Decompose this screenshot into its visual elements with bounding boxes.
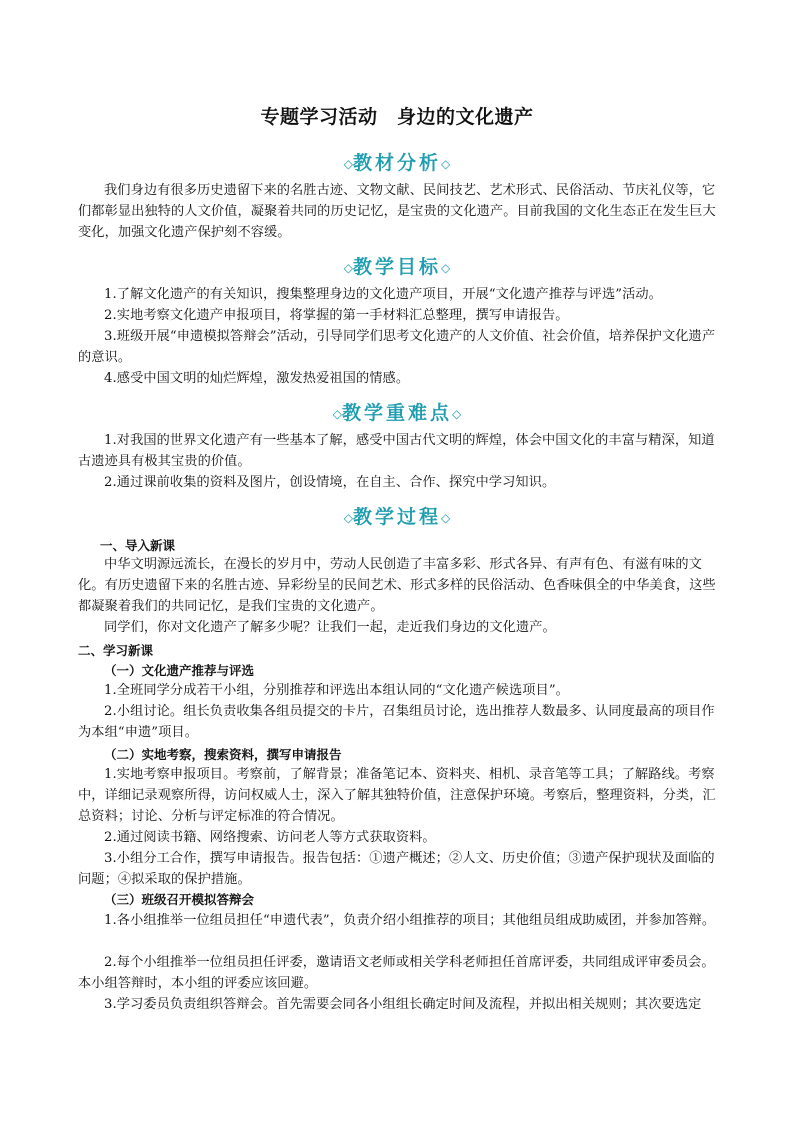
diamond-ornament-icon: ◇ bbox=[343, 157, 353, 171]
page-title: 专题学习活动 身边的文化遗产 bbox=[260, 106, 534, 128]
intro-paragraph-1: 中华文明源远流长，在漫长的岁月中，劳动人民创造了丰富多彩、形式各异、有声有色、有滋有味的文化。有历史遗留下来的名胜古迹、异彩纷呈的民间艺术、形式多样的民俗活动、色香味俱全的中华美食，这些都凝聚着我们的共同记忆，是我们宝贵的文化遗产。 bbox=[78, 557, 716, 615]
goal-item-4: 4.感受中国文明的灿烂辉煌，激发热爱祖国的情感。 bbox=[104, 371, 410, 386]
recommend-paragraph-2: 2.小组讨论。组长负责收集各组员提交的卡片，召集组员讨论，选出推荐人数最多、认同度最高的项目作为本组“申遗”项目。 bbox=[78, 704, 715, 741]
section-heading-analysis: ◇教材分析◇ bbox=[343, 152, 451, 174]
investigate-paragraph-1: 1.实地考察申报项目。考察前，了解背景；准备笔记本、资料夹、相机、录音笔等工具；了解路线。考察中，详细记录观察所得，访问权威人士，深入了解其独特价值，注意保护环境。考察后，整理资料，分类，汇总资料；讨论、分析与评定标准的符合情况。 bbox=[78, 767, 716, 825]
subheading-investigate: （二）实地考察，搜索资料，撰写申请报告 bbox=[104, 747, 342, 762]
diamond-ornament-icon: ◇ bbox=[441, 157, 451, 171]
diamond-ornament-icon: ◇ bbox=[441, 261, 451, 275]
goal-item-2: 2.实地考察文化遗产申报项目，将掌握的第一手材料汇总整理，撰写申请报告。 bbox=[104, 308, 569, 323]
defense-paragraph-1: 1.各小组推举一位组员担任“申遗代表”，负责介绍小组推荐的项目；其他组员组成助威团，并参加答辩。 bbox=[104, 913, 716, 928]
diamond-ornament-icon: ◇ bbox=[332, 407, 342, 421]
goal-item-3: 3.班级开展“申遗模拟答辩会”活动，引导同学们思考文化遗产的人文价值、社会价值，培养保护文化遗产的意识。 bbox=[78, 329, 716, 366]
analysis-paragraph: 我们身边有很多历史遗留下来的名胜古迹、文物文献、民间技艺、艺术形式、民俗活动、节庆礼仪等，它们都彰显出独特的人文价值，凝聚着共同的历史记忆，是宝贵的文化遗产。目前我国的文化生态正在发生巨大变化，加强文化遗产保护刻不容缓。 bbox=[78, 183, 716, 241]
intro-paragraph-2: 同学们，你对文化遗产了解多少呢？让我们一起，走近我们身边的文化遗产。 bbox=[104, 620, 556, 635]
investigate-paragraph-3: 3.小组分工合作，撰写申请报告。报告包括：①遗产概述；②人文、历史价值；③遗产保护现状及面临的问题；④拟采取的保护措施。 bbox=[78, 851, 715, 888]
diamond-ornament-icon: ◇ bbox=[452, 407, 462, 421]
keypoint-item-1: 1.对我国的世界文化遗产有一些基本了解，感受中国古代文明的辉煌，体会中国文化的丰富与精深，知道古遗迹具有极其宝贵的价值。 bbox=[78, 433, 715, 470]
subheading-recommend: （一）文化遗产推荐与评选 bbox=[104, 663, 255, 678]
section-heading-keypoints: ◇教学重难点◇ bbox=[332, 402, 462, 424]
investigate-paragraph-2: 2.通过阅读书籍、网络搜索、访问老人等方式获取资料。 bbox=[104, 830, 436, 845]
section-heading-process: ◇教学过程◇ bbox=[343, 506, 451, 528]
section-heading-goals: ◇教学目标◇ bbox=[343, 256, 451, 278]
keypoint-item-2: 2.通过课前收集的资料及图片，创设情境，在自主、合作、探究中学习知识。 bbox=[104, 475, 556, 490]
diamond-ornament-icon: ◇ bbox=[343, 261, 353, 275]
recommend-paragraph-1: 1.全班同学分成若干小组，分别推荐和评选出本组认同的“文化遗产候选项目”。 bbox=[104, 683, 569, 698]
subheading-defense: （三）班级召开模拟答辩会 bbox=[104, 892, 255, 907]
process-heading-learn: 二、学习新课 bbox=[78, 643, 154, 658]
diamond-ornament-icon: ◇ bbox=[441, 511, 451, 525]
diamond-ornament-icon: ◇ bbox=[343, 511, 353, 525]
process-heading-intro: 一、导入新课 bbox=[100, 538, 176, 553]
defense-paragraph-3: 3.学习委员负责组织答辩会。首先需要会同各小组组长确定时间及流程，并拟出相关规则；其次要选定 bbox=[104, 997, 702, 1012]
goal-item-1: 1.了解文化遗产的有关知识，搜集整理身边的文化遗产项目，开展“文化遗产推荐与评选”活动。 bbox=[104, 287, 662, 302]
defense-paragraph-2: 2.每个小组推举一位组员担任评委，邀请语文老师或相关学科老师担任首席评委，共同组成评审委员会。本小组答辩时，本小组的评委应该回避。 bbox=[78, 955, 715, 992]
